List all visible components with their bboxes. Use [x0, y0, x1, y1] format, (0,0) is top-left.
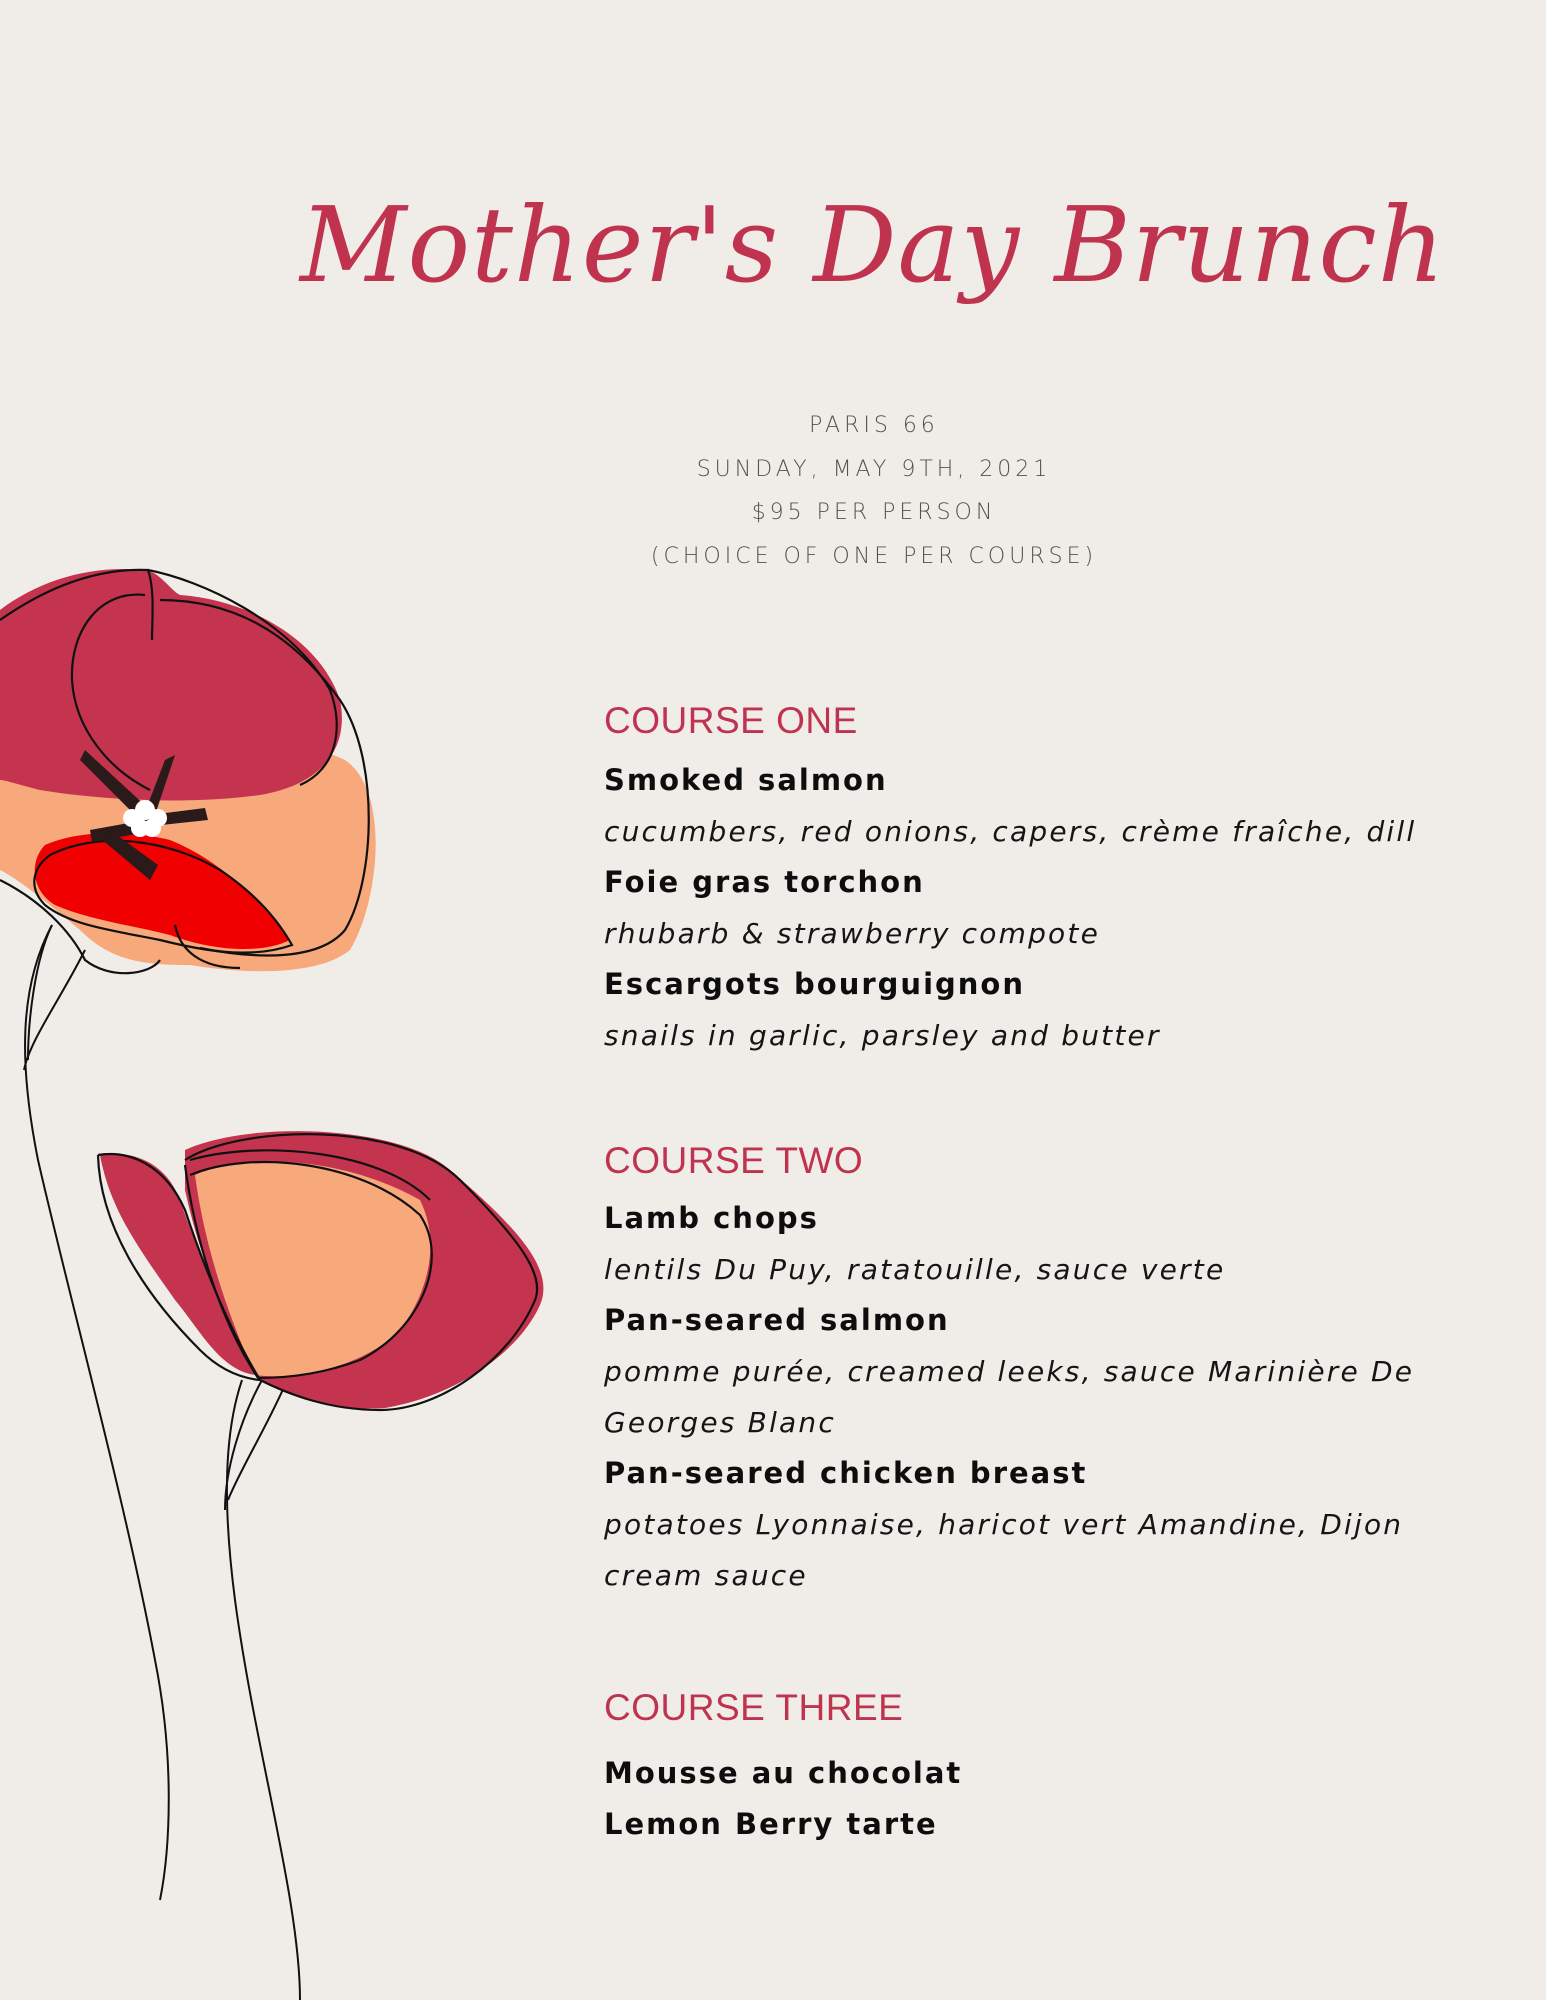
- course-title: COURSE THREE: [604, 1687, 904, 1728]
- event-info: [574, 404, 1174, 578]
- event-price: $95 PER PERSON: [751, 500, 997, 525]
- dish-name: Pan-seared chicken breast: [604, 1456, 1088, 1490]
- dish-name: Lamb chops: [604, 1201, 819, 1235]
- course-title: COURSE ONE: [604, 700, 858, 741]
- poppy-flowers-illustration: [0, 560, 560, 2000]
- dish-description: pomme purée, creamed leeks, sauce Marinière De Georges Blanc: [604, 1355, 1415, 1439]
- dish-description: rhubarb & strawberry compote: [604, 917, 1100, 950]
- dish-name: Smoked salmon: [604, 763, 888, 797]
- dish-name: Pan-seared salmon: [604, 1303, 950, 1337]
- dish-name: Foie gras torchon: [604, 865, 925, 899]
- dish-name: Escargots bourguignon: [604, 967, 1025, 1001]
- course-two: [604, 1131, 1524, 1601]
- page-title: Mother's Day Brunch: [300, 184, 1446, 306]
- course-three: [604, 1678, 1524, 1850]
- course-note: (CHOICE OF ONE PER COURSE): [650, 543, 1098, 569]
- course-title: COURSE TWO: [604, 1140, 864, 1181]
- dish-description: potatoes Lyonnaise, haricot vert Amandine, Dijon cream sauce: [604, 1508, 1404, 1592]
- dish-name: Mousse au chocolat: [604, 1756, 963, 1790]
- lower-poppy: [98, 1131, 543, 1410]
- dish-name: Lemon Berry tarte: [604, 1807, 938, 1841]
- dish-description: snails in garlic, parsley and butter: [604, 1019, 1161, 1052]
- venue-name: PARIS 66: [809, 413, 939, 438]
- dish-description: lentils Du Puy, ratatouille, sauce verte: [604, 1253, 1226, 1286]
- course-one: [604, 691, 1524, 1061]
- event-date: SUNDAY, MAY 9TH, 2021: [696, 456, 1052, 482]
- upper-poppy: [0, 569, 376, 973]
- dish-description: cucumbers, red onions, capers, crème fraîche, dill: [604, 815, 1417, 848]
